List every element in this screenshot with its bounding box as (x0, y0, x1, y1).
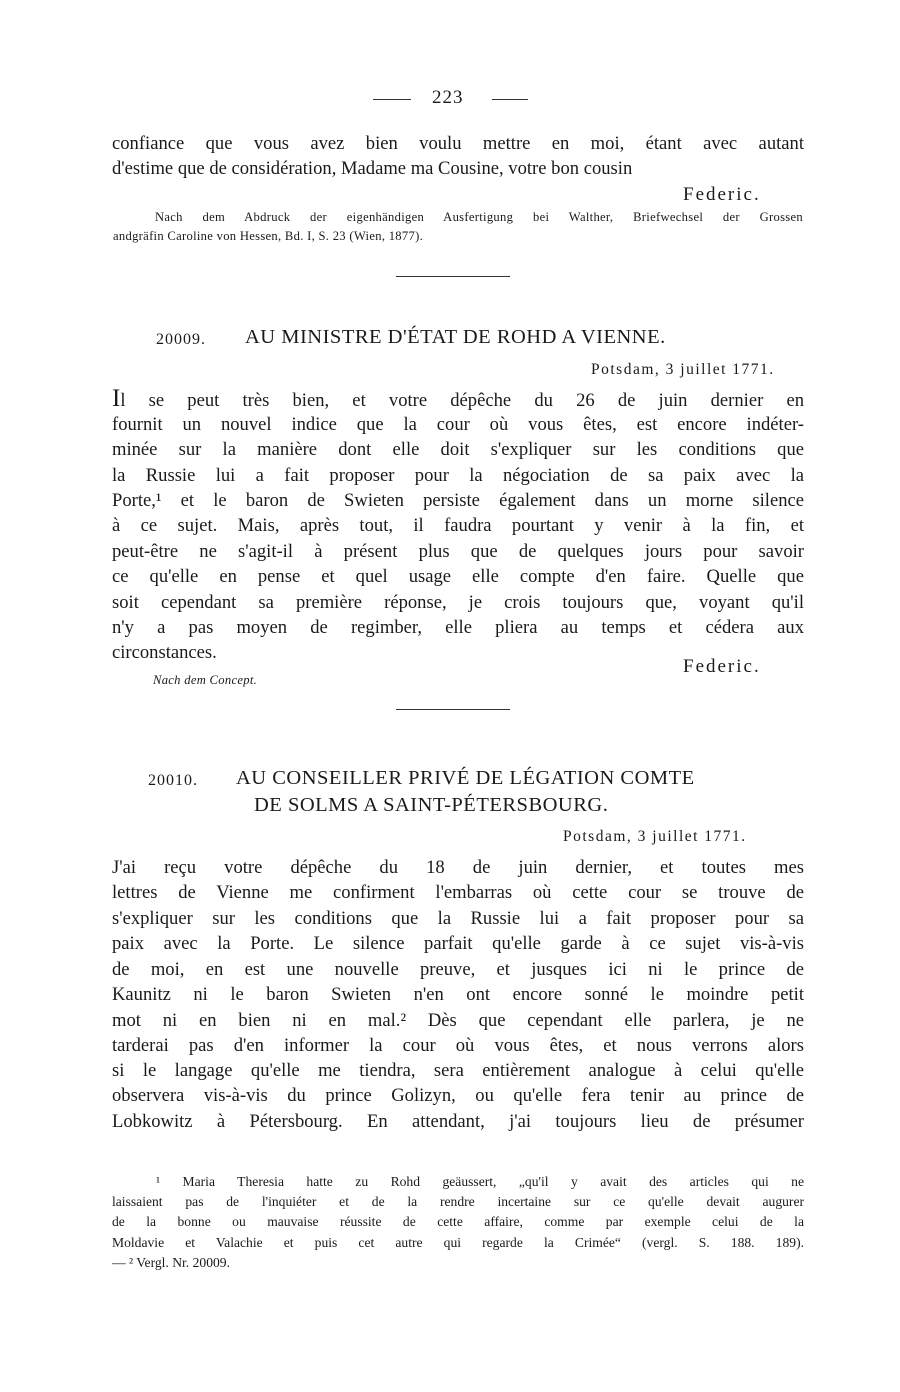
body-line: Porte,¹ et le baron de Swieten persiste également dans un morne silence (112, 490, 804, 511)
body-line: soit cependant sa première réponse, je crois toujours que, voyant qu'il (112, 592, 804, 613)
body-line: minée sur la manière dont elle doit s'expliquer sur les conditions que (112, 439, 804, 460)
letter-title: AU MINISTRE D'ÉTAT DE ROHD A VIENNE. (245, 326, 666, 348)
section-divider (396, 709, 510, 710)
footnote-line: laissaient pas de l'inquiéter et de la rendre incertaine sur ce qu'elle devait augurer (112, 1194, 804, 1209)
body-line: à ce sujet. Mais, après tout, il faudra pourtant y venir à la fin, et (112, 515, 804, 536)
body-line (112, 386, 804, 413)
body-line: n'y a pas moyen de regimber, elle pliera au temps et cédera aux (112, 617, 804, 638)
page-number: 223 (432, 87, 464, 108)
body-line: peut-être ne s'agit-il à présent plus que de quelques jours pour savoir (112, 541, 804, 562)
body-line: observera vis-à-vis du prince Golizyn, ou qu'elle fera tenir au prince de (112, 1085, 804, 1106)
section-divider (396, 276, 510, 277)
footnote-line: — ² Vergl. Nr. 20009. (112, 1255, 230, 1270)
footnote-line: ¹ Maria Theresia hatte zu Rohd geäussert, „qu'il y avait des articles qui ne (156, 1174, 804, 1189)
letter-title-line: AU CONSEILLER PRIVÉ DE LÉGATION COMTE (236, 767, 695, 789)
body-line: confiance que vous avez bien voulu mettre en moi, étant avec autant (112, 133, 804, 154)
initial-letter: I (112, 385, 121, 412)
signature: Federic. (683, 184, 761, 205)
signature: Federic. (683, 656, 761, 677)
header-rule-right (492, 99, 528, 100)
body-line: d'estime que de considération, Madame ma Cousine, votre bon cousin (112, 158, 633, 179)
body-line: la Russie lui a fait proposer pour la négociation de sa paix avec la (112, 465, 804, 486)
source-note: andgräfin Caroline von Hessen, Bd. I, S. 23 (Wien, 1877). (113, 229, 424, 243)
source-note: Nach dem Concept. (153, 673, 258, 687)
letter-number: 20009. (156, 331, 206, 348)
header-rule-left (373, 99, 411, 100)
body-line-rest: l se peut très bien, et votre dépêche du 26 de juin dernier en (120, 390, 804, 411)
source-note: Nach dem Abdruck der eigenhändigen Ausfertigung bei Walther, Briefwechsel der Grossen (155, 210, 803, 224)
body-line: de moi, en est une nouvelle preuve, et jusques ici ni le prince de (112, 959, 804, 980)
body-line: ce qu'elle en pense et quel usage elle compte d'en faire. Quelle que (112, 566, 804, 587)
body-line: Kaunitz ni le baron Swieten n'en ont encore sonné le moindre petit (112, 984, 804, 1005)
place-date: Potsdam, 3 juillet 1771. (563, 828, 747, 845)
body-line: paix avec la Porte. Le silence parfait qu'elle garde à ce sujet vis-à-vis (112, 933, 804, 954)
footnote-line: Moldavie et Valachie et puis cet autre qui regarde la Crimée“ (vergl. S. 188. 189). (112, 1235, 804, 1250)
letter-title-line: DE SOLMS A SAINT-PÉTERSBOURG. (254, 794, 609, 816)
body-line: Lobkowitz à Pétersbourg. En attendant, j'ai toujours lieu de présumer (112, 1111, 804, 1132)
body-line: fournit un nouvel indice que la cour où vous êtes, est encore indéter- (112, 414, 804, 435)
body-line: J'ai reçu votre dépêche du 18 de juin dernier, et toutes mes (112, 857, 804, 878)
body-line: s'expliquer sur les conditions que la Russie lui a fait proposer pour sa (112, 908, 804, 929)
footnote-line: de la bonne ou mauvaise réussite de cette affaire, comme par exemple celui de la (112, 1214, 804, 1229)
body-line: si le langage qu'elle me tiendra, sera entièrement analogue à celui qu'elle (112, 1060, 804, 1081)
body-line: lettres de Vienne me confirment l'embarras où cette cour se trouve de (112, 882, 804, 903)
letter-number: 20010. (148, 772, 198, 789)
body-line: circonstances. (112, 642, 217, 663)
place-date: Potsdam, 3 juillet 1771. (591, 361, 775, 378)
body-line: tarderai pas d'en informer la cour où vous êtes, et nous verrons alors (112, 1035, 804, 1056)
body-line: mot ni en bien ni en mal.² Dès que cependant elle parlera, je ne (112, 1010, 804, 1031)
